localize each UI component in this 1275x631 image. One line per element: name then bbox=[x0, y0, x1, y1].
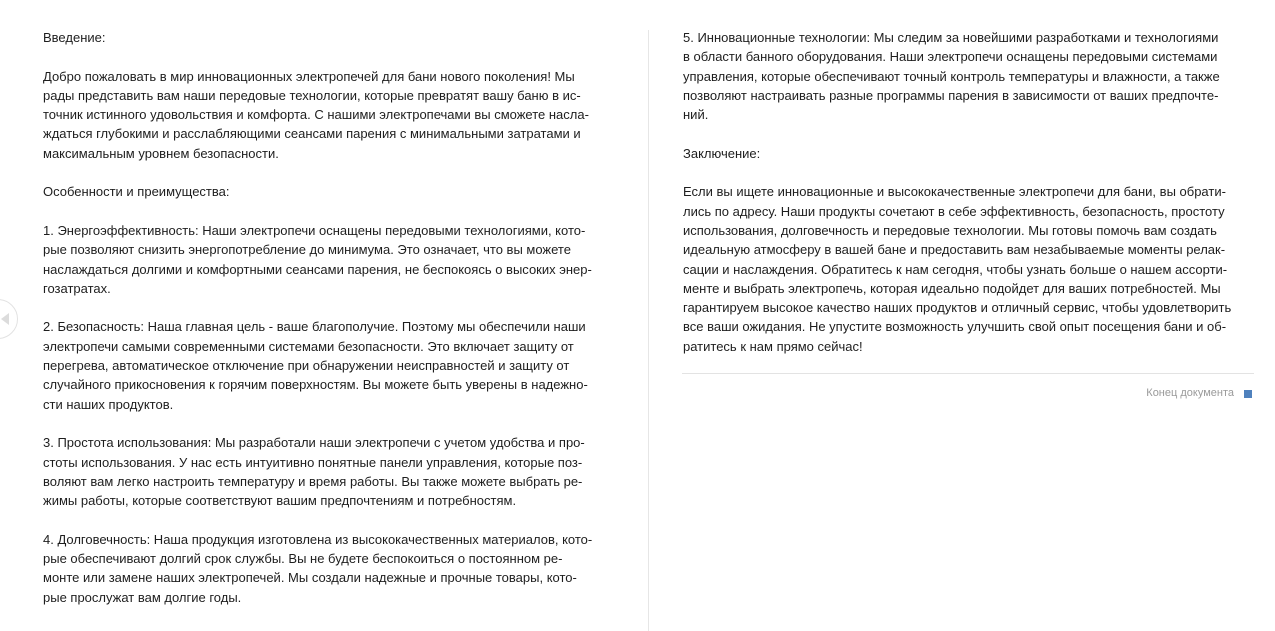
text-line: идеальную атмосферу в вашей бане и предоставить вам незабываемые моменты релак- bbox=[683, 242, 1226, 258]
intro-paragraph bbox=[43, 67, 618, 163]
text-line: Добро пожаловать в мир инновационных электропечей для бани нового поколения! Мы bbox=[43, 68, 575, 84]
text-line: наслаждаться долгими и комфортными сеансами парения, не беспокоясь о высоких энер- bbox=[43, 261, 592, 277]
text-line: 1. Энергоэффективность: Наши электропечи оснащены передовыми технологиями, кото- bbox=[43, 222, 586, 238]
column-divider bbox=[648, 30, 649, 631]
intro-heading: Введение: bbox=[43, 30, 106, 45]
text-line: рые обеспечивают долгий срок службы. Вы не будете беспокоиться о постоянном ре- bbox=[43, 551, 563, 567]
text-line: монте или замене наших электропечей. Мы создали надежные и прочные товары, кото- bbox=[43, 570, 577, 586]
text-line: перегрева, автоматическое отключение при обнаружении неисправностей и защиту от bbox=[43, 358, 570, 374]
previous-page-arrow-icon[interactable] bbox=[0, 299, 18, 339]
text-line: гозатратах. bbox=[43, 280, 111, 296]
spacer bbox=[683, 163, 1255, 182]
text-line: использования, долговечность и передовые технологии. Мы готовы помочь вам создать bbox=[683, 222, 1217, 238]
text-line: воляют вам легко настроить температуру и время работы. Вы также можете выбрать ре- bbox=[43, 473, 583, 489]
feature-item-ease-of-use bbox=[43, 433, 618, 510]
text-line: максимальным уровнем безопасности. bbox=[43, 145, 279, 161]
spacer bbox=[43, 163, 618, 182]
text-line: Если вы ищете инновационные и высококачественные электропечи для бани, вы обрати- bbox=[683, 184, 1226, 200]
text-line: случайного прикосновения к горячим поверхностям. Вы можете быть уверены в надежно- bbox=[43, 377, 588, 393]
text-line: электропечи самыми современными системами безопасности. Это включает защиту от bbox=[43, 338, 574, 354]
left-column bbox=[43, 28, 618, 607]
text-line: в области банного оборудования. Наши электропечи оснащены передовыми системами bbox=[683, 49, 1218, 65]
feature-item-safety bbox=[43, 317, 618, 413]
text-line: рые прослужат вам долгие годы. bbox=[43, 589, 242, 605]
text-line: стоты использования. У нас есть интуитивно понятные панели управления, которые поз- bbox=[43, 454, 583, 470]
text-line: 5. Инновационные технологии: Мы следим за новейшими разработками и технологиями bbox=[683, 30, 1219, 45]
feature-item-durability bbox=[43, 530, 618, 607]
text-line: 3. Простота использования: Мы разработали наши электропечи с учетом удобства и про- bbox=[43, 435, 585, 451]
end-of-document-label: Конец документа bbox=[1146, 387, 1234, 399]
text-line: жимы работы, которые соответствуют вашим предпочтениям и потребностям. bbox=[43, 493, 517, 509]
conclusion-paragraph bbox=[683, 182, 1255, 356]
end-of-document-rule bbox=[682, 373, 1254, 374]
spacer bbox=[43, 202, 618, 221]
text-line: все ваши ожидания. Не упустите возможность улучшить свой опыт посещения бани и об- bbox=[683, 319, 1227, 335]
text-line: рады представить вам наши передовые технологии, которые превратят вашу баню в ис- bbox=[43, 87, 581, 103]
text-line: управления, которые обеспечивают точный контроль температуры и влажности, а также bbox=[683, 68, 1220, 84]
feature-item-energy-efficiency bbox=[43, 221, 618, 298]
text-line: позволяют настраивать разные программы парения в зависимости от ваших предпочте- bbox=[683, 87, 1219, 103]
feature-item-innovation bbox=[683, 28, 1255, 124]
conclusion-heading: Заключение: bbox=[683, 145, 761, 161]
spacer bbox=[683, 124, 1255, 143]
text-line: сации и наслаждения. Обратитесь к нам сегодня, чтобы узнать больше о нашем ассорти- bbox=[683, 261, 1228, 277]
text-line: гарантируем высокое качество наших продуктов и отличный сервис, чтобы удовлетворить bbox=[683, 300, 1232, 316]
text-line: ний. bbox=[683, 107, 709, 123]
spacer bbox=[43, 47, 618, 66]
spacer bbox=[43, 510, 618, 529]
text-line: рые позволяют снизить энергопотребление до минимума. Это означает, что вы можете bbox=[43, 242, 571, 258]
features-heading: Особенности и преимущества: bbox=[43, 184, 230, 200]
text-line: 4. Долговечность: Наша продукция изготовлена из высококачественных материалов, кото- bbox=[43, 531, 593, 547]
spacer bbox=[43, 414, 618, 433]
text-line: точник истинного удовольствия и комфорта. С нашими электропечами вы сможете насла- bbox=[43, 107, 589, 123]
text-line: 2. Безопасность: Наша главная цель - ваше благополучие. Поэтому мы обеспечили наши bbox=[43, 319, 586, 335]
end-of-document-marker-icon bbox=[1244, 390, 1252, 398]
text-line: менте и выбрать электропечь, которая идеально подойдет для ваших потребностей. Мы bbox=[683, 280, 1221, 296]
spacer bbox=[43, 298, 618, 317]
right-column bbox=[683, 28, 1255, 356]
text-line: ратитесь к нам прямо сейчас! bbox=[683, 338, 863, 354]
text-line: ждаться глубокими и расслабляющими сеансами парения с минимальными затратами и bbox=[43, 126, 581, 142]
text-line: лись по адресу. Наши продукты сочетают в себе эффективность, безопасность, простоту bbox=[683, 203, 1225, 219]
text-line: сти наших продуктов. bbox=[43, 396, 174, 412]
